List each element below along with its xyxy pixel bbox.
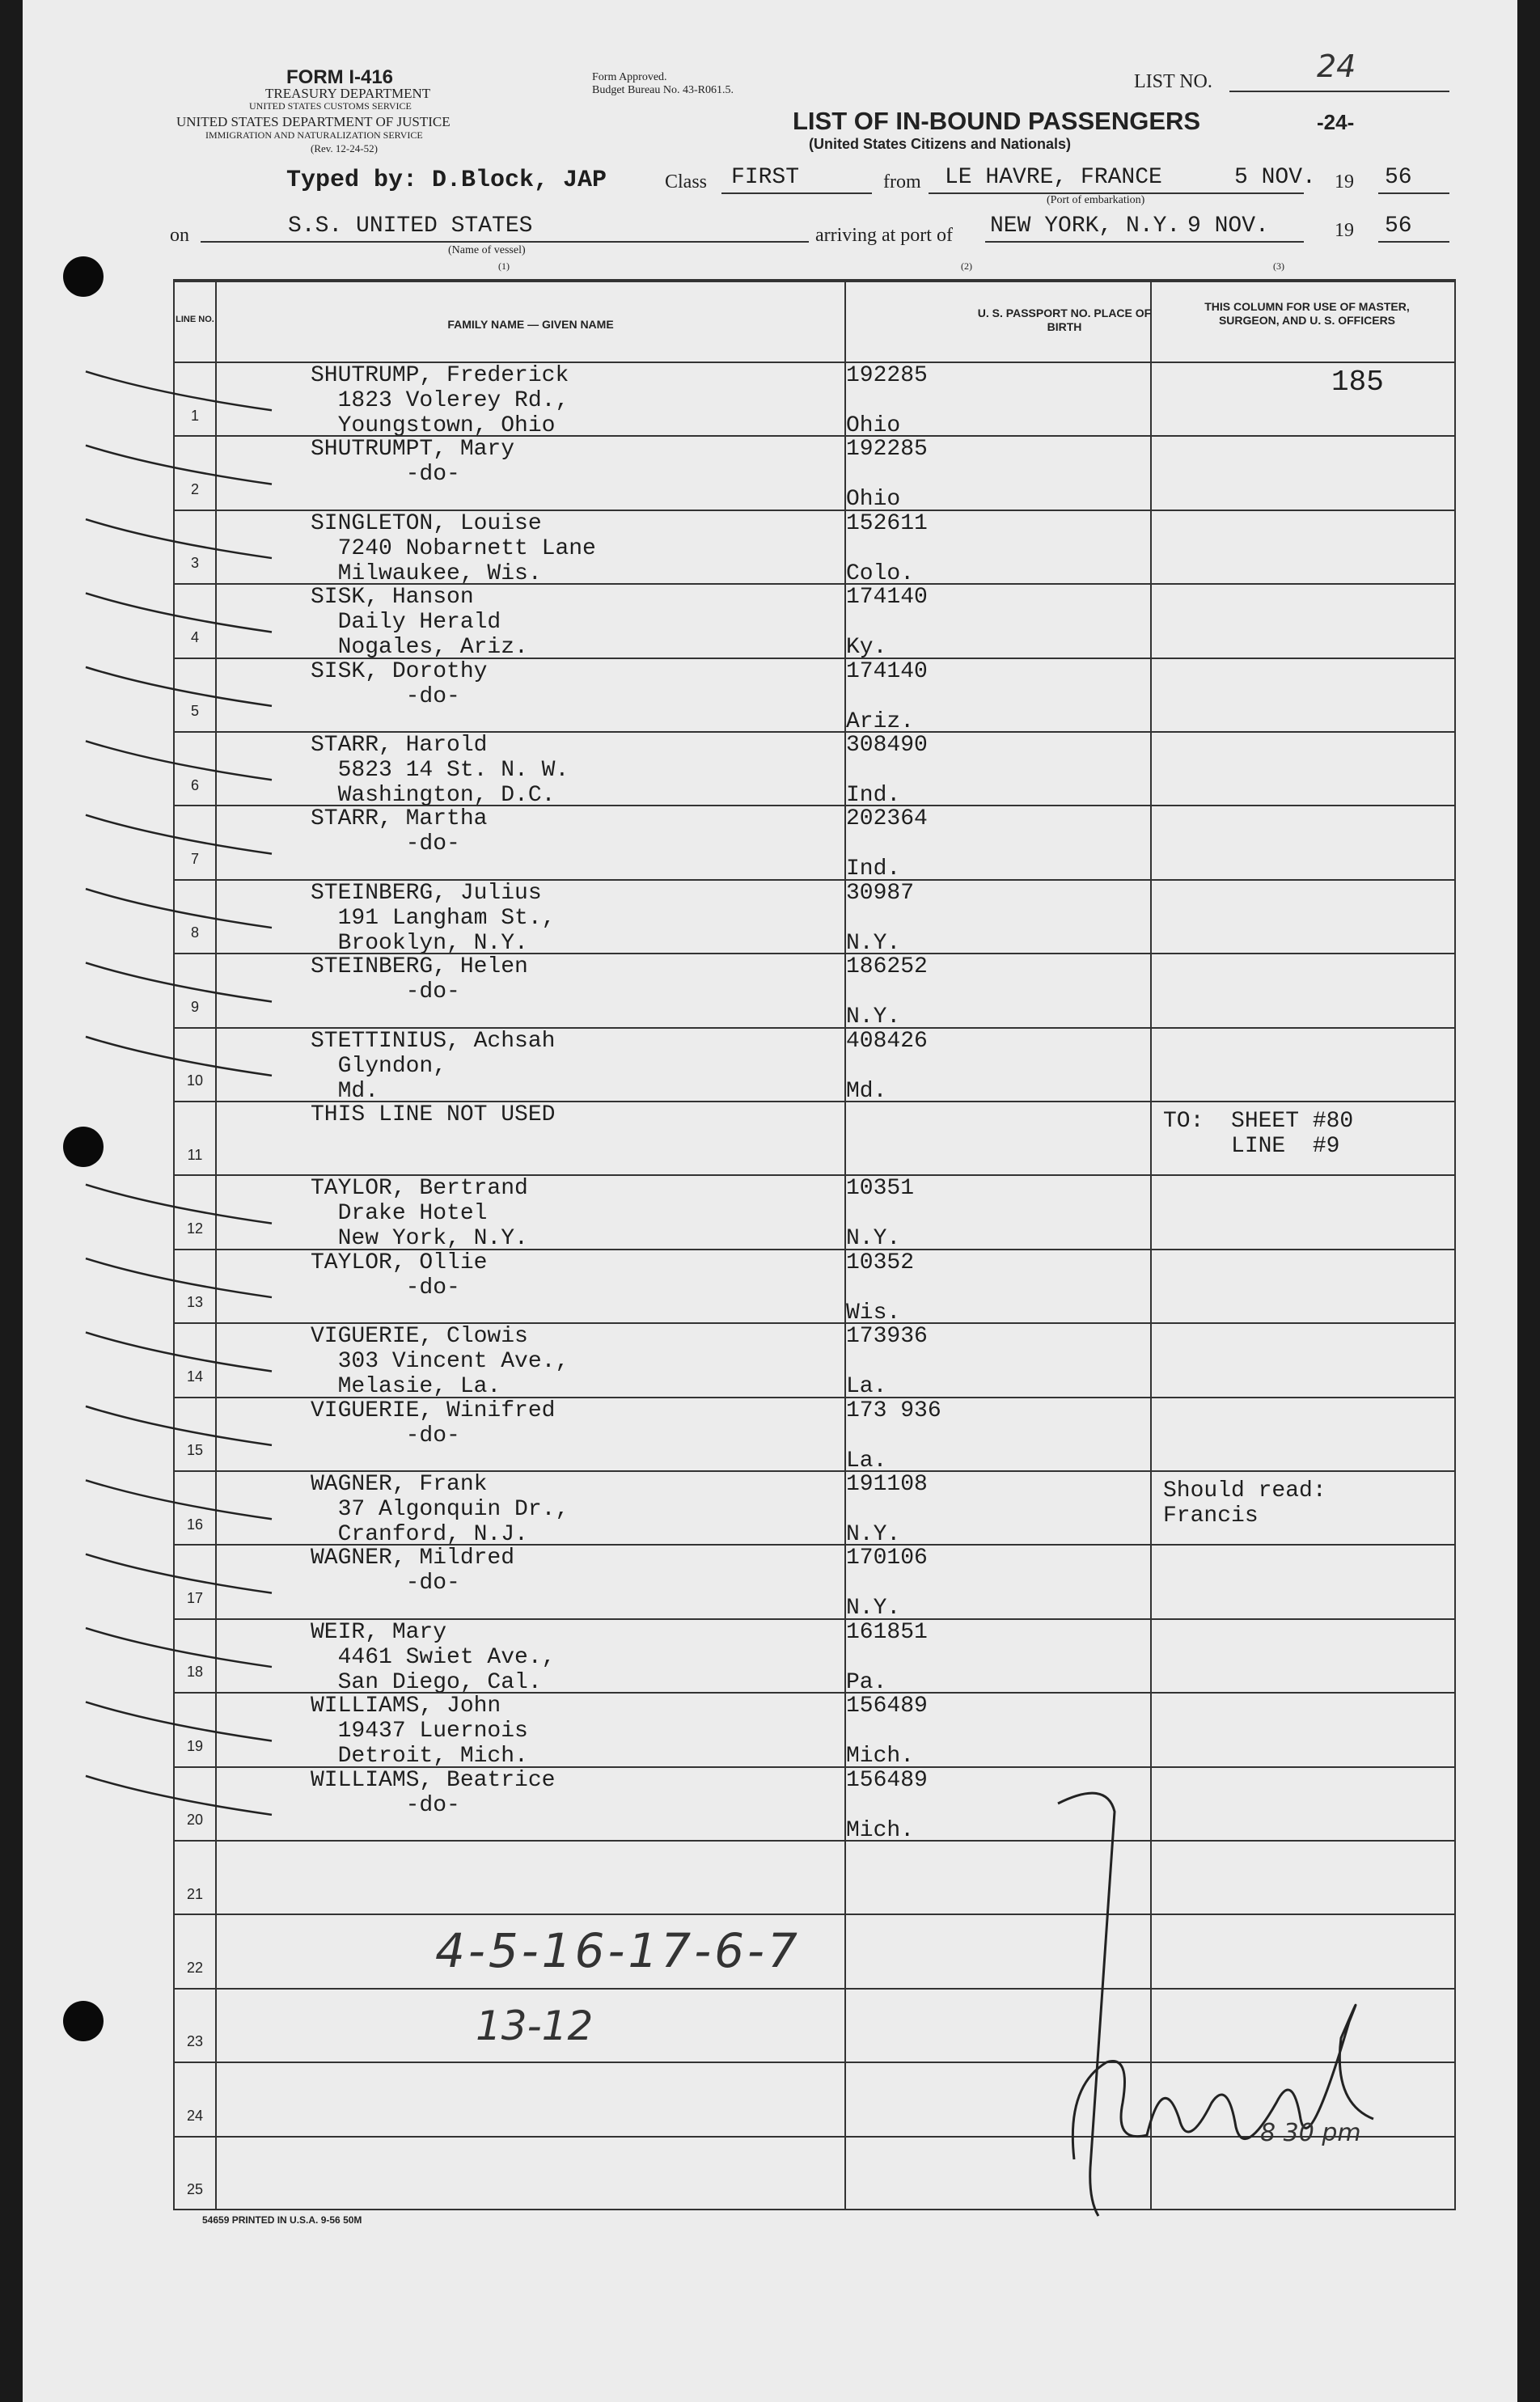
row-tick-mark [86, 667, 272, 706]
passport-and-birthplace: 173936 La. [846, 1324, 928, 1400]
line-number: 20 [186, 1812, 204, 1829]
printer-imprint: 54659 PRINTED IN U.S.A. 9-56 50M [202, 2214, 362, 2226]
column-number-2: (2) [961, 260, 972, 272]
passenger-name-address: STARR, Martha -do- [311, 806, 488, 857]
officer-note: Should read: Francis [1163, 1478, 1326, 1529]
row-tick-mark [86, 1480, 272, 1519]
arriving-label: arriving at port of [815, 225, 953, 246]
vessel-line [201, 241, 809, 243]
passenger-name-address: STEINBERG, Helen -do- [311, 954, 528, 1005]
row-tick-mark [86, 1702, 272, 1740]
row-tick-mark [86, 1258, 272, 1297]
passenger-name-address: SISK, Hanson Daily Herald Nogales, Ariz. [311, 585, 528, 661]
arrival-year-prefix: 19 [1335, 220, 1354, 241]
officer-note: TO: SHEET #80 LINE #9 [1163, 1109, 1354, 1159]
row-tick-mark [86, 1554, 272, 1593]
passport-and-birthplace: 186252 N.Y. [846, 954, 928, 1030]
passenger-name-address: WILLIAMS, Beatrice -do- [311, 1767, 556, 1818]
passenger-name-address: WEIR, Mary 4461 Swiet Ave., San Diego, Cal. [311, 1619, 556, 1695]
row-tick-mark [86, 1406, 272, 1445]
arrival-port-line [985, 241, 1304, 243]
form-number: FORM I-416 [286, 66, 394, 88]
row-tick-mark [86, 741, 272, 780]
line-number: 10 [186, 1072, 204, 1089]
passport-and-birthplace: 174140 Ky. [846, 585, 928, 661]
arrival-year: 56 [1385, 214, 1412, 239]
column-number-1: (1) [498, 260, 510, 272]
line-number: 2 [190, 481, 199, 498]
revision-date: (Rev. 12-24-52) [311, 142, 378, 154]
passenger-name-address: TAYLOR, Ollie -do- [311, 1250, 488, 1300]
passenger-name-address: VIGUERIE, Clowis 303 Vincent Ave., Melasie, La. [311, 1324, 569, 1400]
binder-hole-bottom [63, 2001, 104, 2041]
list-no-label: LIST NO. [1134, 71, 1212, 92]
officer-signature [1042, 1779, 1390, 2232]
row-tick-mark [86, 1776, 272, 1815]
column-number-3: (3) [1273, 260, 1284, 272]
passenger-name-address: SINGLETON, Louise 7240 Nobarnett Lane Milwaukee, Wis. [311, 510, 596, 586]
row-tick-mark [86, 446, 272, 484]
line-number: 25 [186, 2181, 204, 2198]
line-number: 24 [186, 2107, 204, 2124]
row-tick-mark [86, 1628, 272, 1667]
passenger-name-address: STARR, Harold 5823 14 St. N. W. Washington, D.C. [311, 733, 569, 808]
line-number: 8 [190, 924, 199, 941]
document-title: LIST OF IN-BOUND PASSENGERS [793, 107, 1201, 135]
line-number: 18 [186, 1664, 204, 1681]
row-tick-mark [86, 1332, 272, 1371]
arrival-year-line [1378, 241, 1449, 243]
passport-and-birthplace: 408426 Md. [846, 1028, 928, 1104]
passport-and-birthplace: 192285 Ohio [846, 363, 928, 438]
vessel-note: (Name of vessel) [448, 244, 526, 256]
row-tick-mark [86, 889, 272, 928]
signature-time: 8 30 pm [1260, 2119, 1361, 2147]
line-number: 22 [186, 1960, 204, 1977]
departure-year-prefix: 19 [1335, 171, 1354, 192]
line-number: 3 [190, 555, 199, 572]
class-label: Class [665, 171, 708, 192]
arrival-date: 9 NOV. [1187, 214, 1269, 239]
departure-date: 5 NOV. [1234, 165, 1316, 190]
row-tick-mark [86, 815, 272, 854]
document-subtitle: (United States Citizens and Nationals) [809, 136, 1072, 152]
class-line [721, 192, 872, 194]
row-tick-mark [86, 371, 272, 410]
passenger-name-address: WILLIAMS, John 19437 Luernois Detroit, Mich. [311, 1694, 528, 1770]
line-number: 19 [186, 1737, 204, 1754]
line-number: 14 [186, 1368, 204, 1385]
row-tick-mark [86, 1037, 272, 1076]
list-no-handwritten: 24 [1317, 49, 1356, 84]
line-number: 23 [186, 2033, 204, 2050]
line-number: 1 [190, 407, 199, 424]
passport-and-birthplace: 156489 Mich. [846, 1767, 928, 1843]
passenger-name-address: VIGUERIE, Winifred -do- [311, 1398, 556, 1448]
passport-and-birthplace: 152611 Colo. [846, 510, 928, 586]
line-number: 13 [186, 1294, 204, 1311]
typed-by: Typed by: D.Block, JAP [286, 167, 607, 194]
row-tick-mark [86, 1185, 272, 1224]
row-tick-mark [86, 593, 272, 632]
list-no-line [1229, 91, 1449, 92]
passenger-name-address: SHUTRUMP, Frederick 1823 Volerey Rd., Youngstown, Ohio [311, 363, 569, 438]
passport-and-birthplace: 173 936 La. [846, 1398, 941, 1474]
passenger-name-address: SHUTRUMPT, Mary -do- [311, 437, 515, 488]
officer-note: 185 [1331, 366, 1384, 399]
line-number: 21 [186, 1885, 204, 1902]
col-header-officers: THIS COLUMN FOR USE OF MASTER, SURGEON, AND U. S. OFFICERS [1204, 300, 1410, 327]
passport-and-birthplace: 10352 Wis. [846, 1250, 915, 1326]
row-tick-mark [86, 519, 272, 558]
class-value: FIRST [731, 165, 800, 190]
passport-and-birthplace: 308490 Ind. [846, 733, 928, 808]
treasury-department: TREASURY DEPARTMENT [265, 86, 431, 101]
embarkation-note: (Port of embarkation) [1047, 194, 1145, 206]
line-number: 5 [190, 703, 199, 720]
line-number: 9 [190, 998, 199, 1015]
col-header-passport: U. S. PASSPORT NO. PLACE OF BIRTH [977, 307, 1152, 333]
vessel-name: S.S. UNITED STATES [288, 214, 533, 239]
form-approved: Form Approved. [592, 71, 667, 83]
passenger-name-address: WAGNER, Frank 37 Algonquin Dr., Cranford, N.J. [311, 1472, 569, 1547]
port-of-embarkation: LE HAVRE, FRANCE [945, 165, 1162, 190]
passport-and-birthplace: 192285 Ohio [846, 437, 928, 513]
budget-bureau-no: Budget Bureau No. 43-R061.5. [592, 84, 734, 96]
line-number: 12 [186, 1220, 204, 1237]
passenger-name-address: STEINBERG, Julius 191 Langham St., Brooklyn, N.Y. [311, 880, 556, 956]
handwritten-line-list: 4-5-16-17-6-7 [435, 1923, 801, 1978]
line-number: 7 [190, 851, 199, 868]
justice-department: UNITED STATES DEPARTMENT OF JUSTICE [176, 114, 451, 129]
passport-and-birthplace: 10351 N.Y. [846, 1176, 915, 1252]
departure-year-line [1378, 192, 1449, 194]
passenger-name-address: TAYLOR, Bertrand Drake Hotel New York, N.Y. [311, 1176, 528, 1252]
passport-and-birthplace: 202364 Ind. [846, 806, 928, 882]
handwritten-line-list-2: 13-12 [476, 2002, 594, 2049]
from-label: from [883, 171, 921, 192]
immigration-service: IMMIGRATION AND NATURALIZATION SERVICE [205, 129, 423, 141]
line-number: 15 [186, 1442, 204, 1459]
line-number: 6 [190, 776, 199, 793]
binder-hole-middle [63, 1127, 104, 1167]
passport-and-birthplace: 161851 Pa. [846, 1619, 928, 1695]
passenger-name-address: THIS LINE NOT USED [311, 1102, 556, 1127]
passport-and-birthplace: 191108 N.Y. [846, 1472, 928, 1547]
manifest-sheet [23, 0, 1517, 2402]
passport-and-birthplace: 170106 N.Y. [846, 1546, 928, 1622]
row-tick-mark [86, 962, 272, 1001]
col-header-line-no: LINE NO. [176, 315, 214, 324]
departure-year: 56 [1385, 165, 1412, 190]
on-label: on [170, 225, 189, 246]
passport-and-birthplace: 30987 N.Y. [846, 880, 915, 956]
col-header-name: FAMILY NAME — GIVEN NAME [447, 318, 614, 331]
passport-and-birthplace: 174140 Ariz. [846, 658, 928, 734]
arrival-port: NEW YORK, N.Y. [990, 214, 1181, 239]
passenger-name-address: WAGNER, Mildred -do- [311, 1546, 515, 1596]
customs-service: UNITED STATES CUSTOMS SERVICE [249, 100, 412, 112]
line-number: 17 [186, 1590, 204, 1607]
line-number: 16 [186, 1516, 204, 1533]
line-number: 4 [190, 628, 199, 645]
binder-hole-top [63, 256, 104, 297]
passenger-name-address: STETTINIUS, Achsah Glyndon, Md. [311, 1028, 556, 1104]
passenger-name-address: SISK, Dorothy -do- [311, 658, 488, 709]
line-number: 11 [187, 1146, 203, 1163]
page-number: -24- [1317, 110, 1355, 134]
passport-and-birthplace: 156489 Mich. [846, 1694, 928, 1770]
